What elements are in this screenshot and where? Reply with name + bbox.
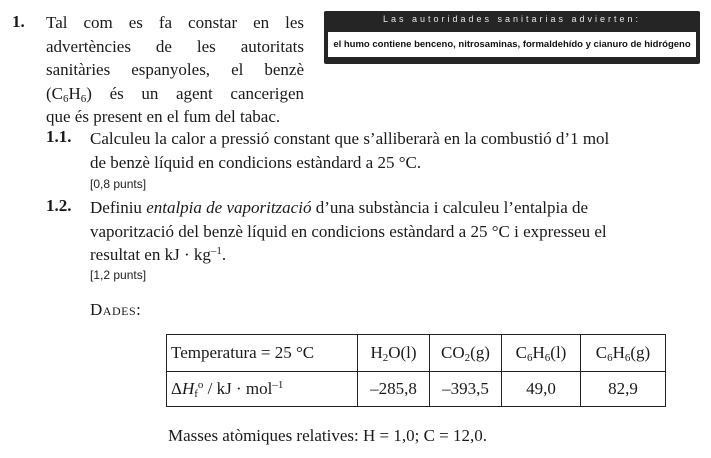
subquestion-number: 1.1. [46, 127, 72, 146]
points-label: [0,8 punts] [90, 177, 147, 191]
value-cell: –285,8 [358, 372, 430, 407]
question-intro [46, 11, 304, 129]
column-c6h6-gas: $C_6H_6(g)$ [581, 335, 666, 372]
term-entalpia-vaporitzacio: entalpia de vaporització [146, 198, 312, 217]
intro-line: sanitàries espanyoles, el benzè [46, 60, 304, 79]
tobacco-warning-label [324, 11, 700, 64]
subquestion-line: de benzè líquid en condicions estàndard a 25 °C. [90, 152, 422, 172]
intro-line-formula: $(C_6H_6)$ és un agent cancerigen [46, 83, 305, 105]
subquestion-line: Definiu entalpia de vaporització d’una substància i calculeu l’entalpia de [90, 198, 589, 217]
intro-line: que és present en el fum del tabac. [46, 107, 281, 126]
dades-label: Dades: [90, 300, 142, 319]
intro-line: advertències de les autoritats [46, 36, 304, 56]
value-cell: 82,9 [581, 372, 666, 407]
subquestion-line: resultat en kJ · $kg^{-1}$. [90, 245, 227, 264]
column-co2: $CO_2(g)$ [430, 335, 502, 372]
warning-text: el humo contiene benceno, nitrosaminas, formaldehído y cianuro de hidrógeno [328, 32, 696, 57]
value-cell: 49,0 [502, 372, 581, 407]
subquestion-1-1-text [90, 127, 700, 174]
benzene-formula: $(C_6H_6)$ [46, 83, 92, 105]
subquestion-line: vaporització del benzè líquid en condicions estàndard a 25 °C i expresseu el [90, 221, 607, 241]
subquestion-1-2-text [90, 196, 700, 267]
enthalpy-row-label: $\Delta H_f^o$ / kJ · mol$^{-1}$ [167, 372, 358, 407]
thermo-data-table [166, 334, 666, 407]
points-label: [1,2 punts] [90, 268, 147, 282]
atomic-masses: Masses atòmiques relatives: H = 1,0; C = 12,0. [168, 426, 487, 445]
subquestion-line: Calculeu la calor a pressió constant que s’alliberarà en la combustió d’1 mol [90, 129, 610, 148]
column-h2o: $H_2O(l)$ [358, 335, 430, 372]
subquestion-number: 1.2. [46, 196, 72, 215]
table-row [167, 372, 666, 407]
temperature-cell: Temperatura = 25 °C [167, 335, 358, 372]
column-c6h6-liquid: $C_6H_6(l)$ [502, 335, 581, 372]
question-number: 1. [12, 12, 25, 31]
value-cell: –393,5 [430, 372, 502, 407]
table-header-row [167, 335, 666, 372]
intro-line: Tal com es fa constar en les [46, 13, 304, 32]
warning-header: Las autoridades sanitarias advierten: [382, 14, 642, 24]
